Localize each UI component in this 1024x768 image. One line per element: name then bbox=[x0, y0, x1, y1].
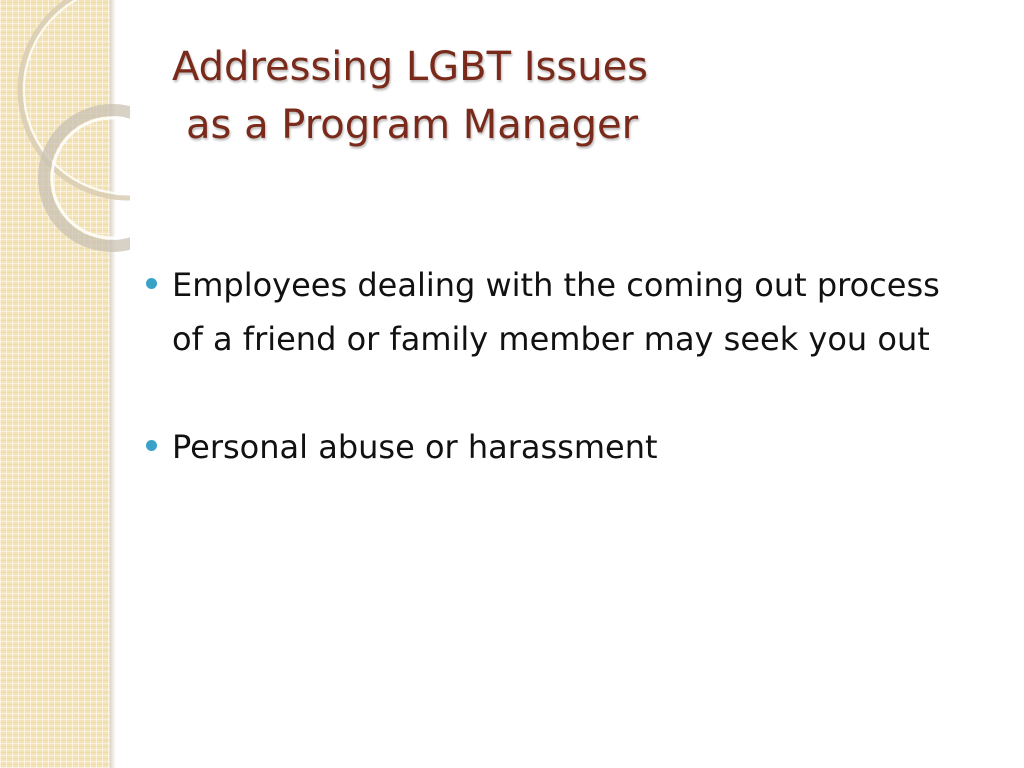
bullet-text: Employees dealing with the coming out process of a friend or family member may seek you out bbox=[172, 266, 940, 358]
bullet-dot-icon bbox=[146, 440, 157, 451]
decorative-rings bbox=[0, 0, 130, 260]
bullet-text: Personal abuse or harassment bbox=[172, 428, 658, 466]
bullet-item bbox=[140, 420, 940, 474]
title-line-1: Addressing LGBT Issues bbox=[172, 44, 649, 90]
title-line-2: as a Program Manager bbox=[186, 102, 639, 148]
bullet-dot-icon bbox=[146, 278, 157, 289]
slide-title bbox=[172, 38, 648, 154]
bullet-item bbox=[140, 258, 940, 366]
bullet-list bbox=[140, 258, 940, 528]
